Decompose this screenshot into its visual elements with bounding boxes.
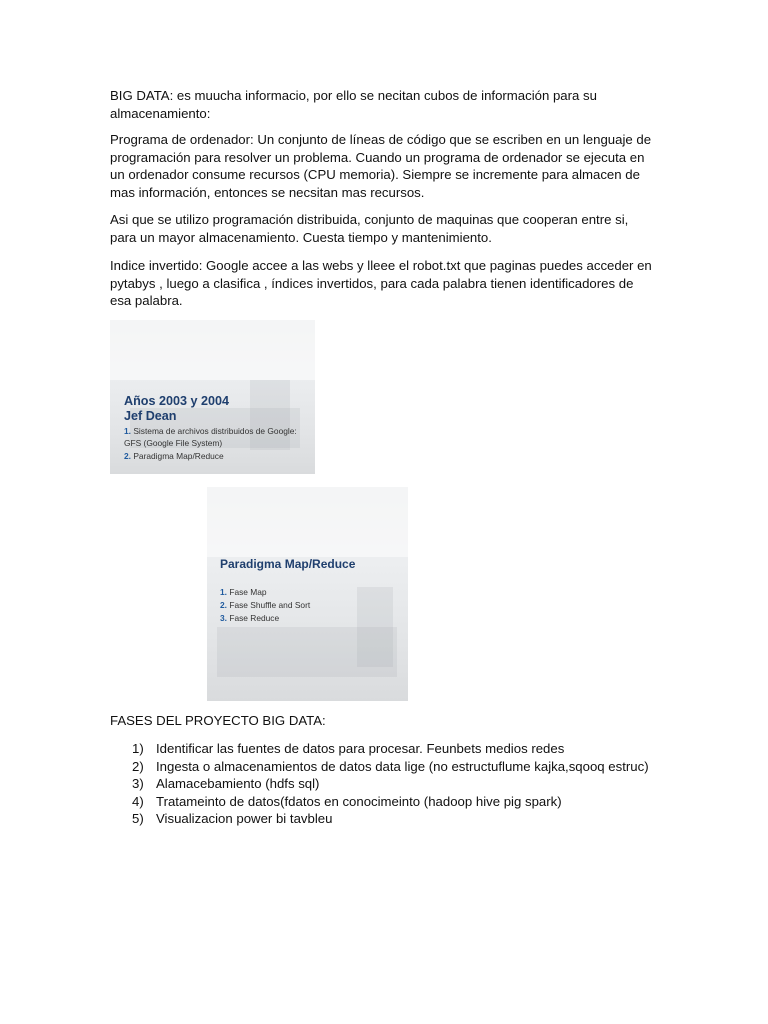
fases-list xyxy=(110,740,670,828)
paragraph-indice-invertido: Indice invertido: Google accee a las webs y lleee el robot.txt que paginas puedes acceder en pytabys , luego a clasifica , índices invertidos, para cada palabra tienen identificadores de esa palabra. xyxy=(110,258,652,309)
slide-title-author: Jef Dean xyxy=(124,409,177,423)
slide-item: 2. Paradigma Map/Reduce xyxy=(124,451,224,461)
slide-title: Paradigma Map/Reduce xyxy=(220,557,356,571)
paragraph-programa: Programa de ordenador: Un conjunto de líneas de código que se escriben en un lenguaje de programación para resolver un problema. Cuando un programa de ordenador se ejecuta en un ordenador consume recursos (CPU memoria). Siempre se incremente para almacen de mas información, entonces se necsitan mas recursos. xyxy=(110,132,652,200)
slide-item: 3. Fase Reduce xyxy=(220,613,280,623)
slide-item: 2. Fase Shuffle and Sort xyxy=(220,600,311,610)
list-item: 3) Alamacebamiento (hdfs sql) xyxy=(132,776,320,792)
paragraph-distribuida: Asi que se utilizo programación distribuida, conjunto de maquinas que cooperan entre si, para un mayor almacenamiento. Cuesta tiempo y mantenimiento. xyxy=(110,212,629,245)
slide-item: 1. Fase Map xyxy=(220,587,267,597)
list-item: 4) Tratameinto de datos(fdatos en conocimeinto (hadoop hive pig spark) xyxy=(132,793,562,809)
slide-background-chair xyxy=(357,587,393,667)
slide-item: 1. Sistema de archivos distribuidos de Google: xyxy=(124,426,297,436)
slide-background-light xyxy=(110,320,315,380)
list-item: 2) Ingesta o almacenamientos de datos data lige (no estructuflume kajka,sqooq estruc) xyxy=(132,758,649,774)
slide-item: GFS (Google File System) xyxy=(124,438,223,448)
slide-title-years: Años 2003 y 2004 xyxy=(124,394,230,408)
paragraph-big-data: BIG DATA: es muucha informacio, por ello se necitan cubos de información para su almacenamiento: xyxy=(110,88,597,121)
fases-heading: FASES DEL PROYECTO BIG DATA: xyxy=(110,713,326,728)
slide-image-jef-dean xyxy=(110,320,315,474)
list-item: 1) Identificar las fuentes de datos para procesar. Feunbets medios redes xyxy=(132,741,565,756)
slide-image-map-reduce xyxy=(207,487,408,701)
slide-background-light xyxy=(207,487,408,557)
list-item: 5) Visualizacion power bi tavbleu xyxy=(132,811,333,827)
slide-background-chair xyxy=(250,380,290,450)
